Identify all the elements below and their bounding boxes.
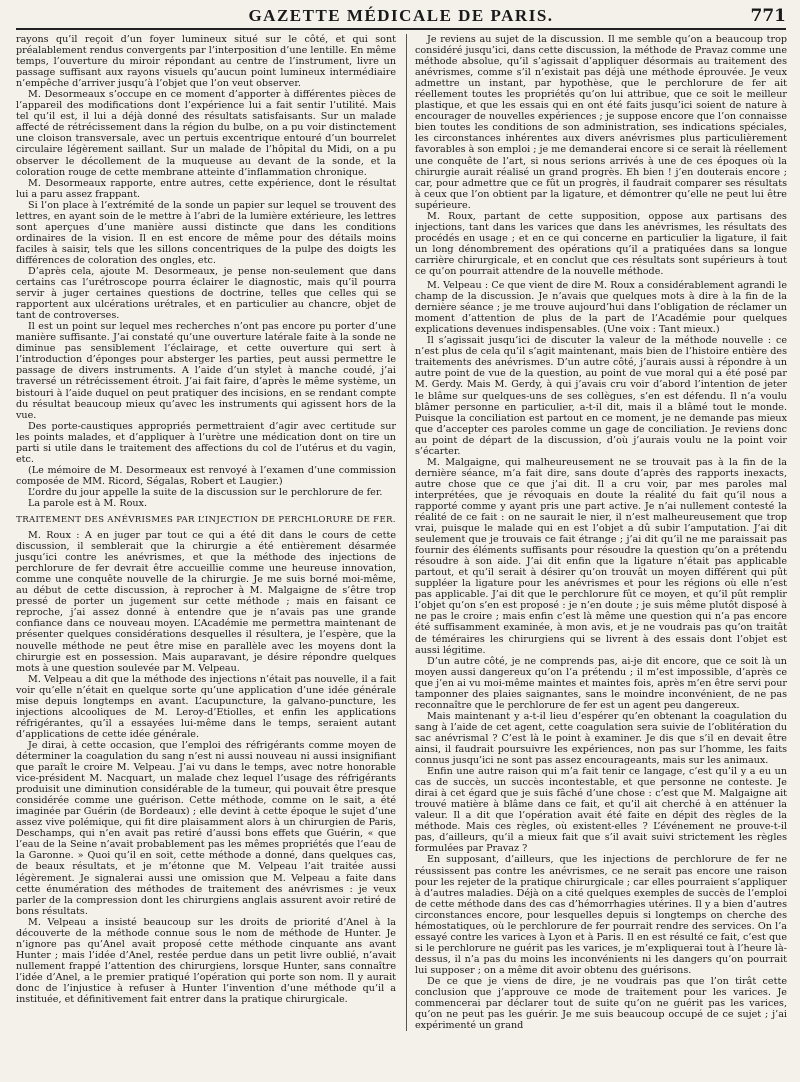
paragraph: (Le mémoire de M. Desormeaux est renvoyé à l’examen d’une commission composée de MM. Ricord, Ségalas, Robert et Laugier.)	[16, 464, 396, 487]
right-column	[406, 34, 787, 1031]
paragraph: M. Velpeau : Ce que vient de dire M. Roux a considérablement agrandi le champ de la discussion. Je n’avais que quelques mots à dire à la fin de la dernière séance ; je me trouve aujourd’hui dans l’obligation de réclamer un moment d’attention de plus de la part de l’Académie pour quelques explications devenues indispensables. (Une voix : Tant mieux.)	[415, 280, 787, 336]
paragraph: M. Roux, partant de cette supposition, oppose aux partisans des injections, tant dans les varices que dans les anévrismes, les résultats des procédés en usage ; et en ce qui concerne en particulier la ligature, il fait un long dénombrement des opérations qu’il a pratiquées dans sa longue carrière chirurgicale, et en conclut que ces résultats sont supérieurs à tout ce qu’on pourrait attendre de la nouvelle méthode.	[415, 210, 787, 277]
paragraph: D’un autre côté, je ne comprends pas, ai-je dit encore, que ce soit là un moyen aussi dangereux qu’on l’a prétendu ; il m’est impossible, d’après ce que j’en ai vu moi-même maintes et maintes fois, après m’en être servi pour tamponner des plaies saignantes, sans le moindre inconvénient, de ne pas reconnaître que le perchlorure de fer est un agent peu dangereux.	[415, 655, 787, 711]
paragraph: D’après cela, ajoute M. Desormeaux, je pense non-seulement que dans certains cas l’urétroscope pourra éclairer le diagnostic, mais qu’il pourra servir à juger certaines questions de doctrine, telles que celles qui se rapportent aux ulcérations urétrales, et en particulier au chancre, objet de tant de controverses.	[16, 265, 396, 322]
paragraph: Enfin une autre raison qui m’a fait tenir ce langage, c’est qu’il y a eu un cas de succès, un succès incontestable, et que personne ne conteste. Je dirai à cet égard que je suis fâché d’une chose : c’est que M. Malgaigne ait trouvé matière à blâme dans ce fait, et qu’il ait cherché à en atténuer la valeur. Il a dit que l’opération avait été faite en dépit des règles de la méthode. Mais ces règles, où existent-elles ? L’événement ne prouve-t-il pas, d’ailleurs, qu’il a mieux fait que s’il avait suivi strictement les règles formulées par Pravaz ?	[415, 766, 787, 855]
paragraph: M. Malgaigne, qui malheureusement ne se trouvait pas à la fin de la dernière séance, m’a fait dire, sans doute d’après des rapports inexacts, autre chose que ce que j’ai dit. Il a cru voir, par mes paroles mal interprétées, que je révoquais en doute la réalité du fait qu’il nous a rapporté comme y ayant pris une part active. Je n’ai nullement contesté la réalité de ce fait : on ne saurait le nier, il n’est malheureusement que trop vrai, puisque le malade qui en est l’objet a dû subir l’amputation. J’ai dit seulement que je trouvais ce fait étrange ; j’ai dit qu’il ne me paraissait pas fournir des éléments suffisants pour résoudre la question qu’on a prétendu résoudre à son aide. J’ai dit enfin que la ligature n’était pas applicable partout, et qu’il serait à désirer qu’on trouvât un moyen différent qui pût suppléer la ligature pour les anévrismes et pour les régions où elle n’est pas applicable. J’ai dit que le perchlorure fût ce moyen, et qu’il pût remplir l’objet qu’on s’en est proposé : je n’en doute ; je suis même plutôt disposé à ne pas le croire ; mais enfin c’est là même une question qui n’a pas encore été suffisamment examinée, à mon avis, et je ne voudrais pas qu’on traitât de téméraires les chirurgiens qui se livrent à des essais dont l’objet est aussi légitime.	[415, 456, 787, 656]
paragraph: Je dirai, à cette occasion, que l’emploi des réfrigérants comme moyen de déterminer la coagulation du sang n’est ni aussi nouveau ni aussi insignifiant que paraît le croire M. Velpeau. J’ai vu dans le temps, avec notre honorable vice-président M. Nacquart, un malade chez lequel l’usage des réfrigérants produisit une diminution considérable de la tumeur, qui pouvait être presque considérée comme une guérison. Cette méthode, comme on le sait, a été imaginée par Guérin (de Bordeaux) ; elle devint à cette époque le sujet d’une assez vive polémique, qui fit dire plaisamment alors à un chirurgien de Paris, Deschamps, qui n’en avait pas retiré d’aussi bons effets que Guérin, « que l’eau de la Seine n’avait probablement pas les mêmes propriétés que l’eau de la Garonne. » Quoi qu’il en soit, cette méthode a donné, dans quelques cas, de beaux résultats, et je m’étonne que M. Velpeau l’ait traitée aussi légèrement. Je signalerai aussi une omission que M. Velpeau a faite dans cette énumération des méthodes de traitement des anévrismes : je veux parler de la compression dont les chirurgiens anglais assurent avoir retiré de bons résultats.	[16, 739, 396, 917]
paragraph: M. Velpeau a dit que la méthode des injections n’était pas nouvelle, il a fait voir qu’elle n’était en quelque sorte qu’une application d’une idée générale mise depuis longtemps en avant. L’acupuncture, la galvano-puncture, les injections alcooliques de M. Leroy-d’Etiolles, et enfin les applications réfrigérantes, qu’il a essayées lui-même dans le temps, seraient autant d’applications de cette idée générale.	[16, 673, 396, 740]
journal-title: GAZETTE MÉDICALE DE PARIS.	[248, 6, 554, 25]
page-number: 771	[750, 6, 786, 26]
paragraph: De ce que je viens de dire, je ne voudrais pas que l’on tirât cette conclusion que j’approuve ce mode de traitement pour les varices. Je commencerai par déclarer tout de suite qu’on ne guérit pas les varices, qu’on ne peut pas les guérir. Je me suis beaucoup occupé de ce sujet ; j’ai expérimenté un grand	[415, 975, 787, 1032]
page-header	[16, 6, 786, 30]
paragraph: Il est un point sur lequel mes recherches n’ont pas encore pu porter d’une manière suffisante. J’ai constaté qu’une ouverture latérale faite à la sonde ne diminue pas sensiblement l’éclairage, et cette ouverture qui sert à l’introduction d’éponges pour absterger les parties, peut aussi permettre le passage de divers instruments. A l’aide d’un stylet à manche coudé, j’ai traversé un rétrécissement étroit. J’ai fait faire, d’après le même système, un bistouri à l’aide duquel on peut pratiquer des incisions, en se rendant compte du résultat beaucoup mieux qu’avec les instruments qui agissent hors de la vue.	[16, 321, 396, 421]
paragraph: M. Velpeau a insisté beaucoup sur les droits de priorité d’Anel à la découverte de la méthode connue sous le nom de méthode de Hunter. Je n’ignore pas qu’Anel avait proposé cette méthode cinquante ans avant Hunter ; mais l’idée d’Anel, restée perdue dans un petit livre oublié, n’avait nullement frappé l’attention des chirurgiens, lorsque Hunter, sans connaître l’idée d’Anel, a le premier pratiqué l’opération qui porte son nom. Il y aurait donc de l’injustice à refuser à Hunter l’invention d’une méthode qu’il a instituée, et définitivement fait entrer dans la pratique chirurgicale.	[16, 916, 396, 1006]
paragraph: M. Desormeaux rapporte, entre autres, cette expérience, dont le résultat lui a paru assez frappant.	[16, 177, 396, 200]
paragraph: M. Roux : A en juger par tout ce qui a été dit dans le cours de cette discussion, il semblerait que la chirurgie a été entièrement désarmée jusqu’ici contre les anévrismes, et que la méthode des injections de perchlorure de fer devrait être accueillie comme une heureuse innovation, comme une conquête nouvelle de la chirurgie. Je me suis borné moi-même, au début de cette discussion, à reprocher à M. Malgaigne de s’être trop pressé de porter un jugement sur cette méthode ; mais en faisant ce reproche, j’ai assez donné à entendre que je n’avais pas une grande confiance dans ce nouveau moyen. L’Académie me permettra maintenant de présenter quelques considérations desquelles il résultera, je l’espère, que la nouvelle méthode ne peut être mise en parallèle avec les moyens dont la chirurgie est en possession. Mais auparavant, je désire répondre quelques mots à une question soulevée par M. Velpeau.	[16, 530, 396, 674]
paragraph: rayons qu’il reçoit d’un foyer lumineux situé sur le côté, et qui sont préalablement rendus convergents par l’interposition d’une lentille. En même temps, l’ouverture du miroir répondant au centre de l’instrument, livre un passage suffisant aux rayons visuels qu’aucun point lumineux intermédiaire n’empêche d’arriver jusqu’à l’objet que l’on veut observer.	[16, 34, 396, 90]
paragraph: Il s’agissait jusqu’ici de discuter la valeur de la méthode nouvelle : ce n’est plus de cela qu’il s’agit maintenant, mais bien de l’histoire entière des traitements des anévrismes. D’un autre côté, j’aurais aussi à répondre à un autre point de vue de la question, au point de vue moral qui a été posé par M. Gerdy. Mais M. Gerdy, à qui j’avais cru voir d’abord l’intention de jeter le blâme sur quelques-uns de ses collègues, s’en est défendu. Il n’a voulu blâmer personne en particulier, a-t-il dit, mais il a blâmé tout le monde. Puisque la conciliation est partout en ce moment, je ne demande pas mieux que d’accepter ces paroles comme un gage de conciliation. Je reviens donc au point de départ de la discussion, d’où j’aurais voulu ne la point voir s’écarter.	[415, 335, 787, 457]
paragraph: M. Desormeaux s’occupe en ce moment d’apporter à différentes pièces de l’appareil des modifications dont l’expérience lui a fait sentir l’utilité. Mais tel qu’il est, il lui a déjà donné des résultats satisfaisants. Sur un malade affecté de rétrécissement dans la région du bulbe, on a pu voir distinctement une cloison transversale, avec un pertuis excentrique entouré d’un bourrelet circulaire légèrement saillant. Sur un malade de l’hôpital du Midi, on a pu observer le décollement de la muqueuse au devant de la sonde, et la coloration rouge de cette membrane atteinte d’inflammation chronique.	[16, 89, 396, 178]
text-columns	[16, 34, 786, 1031]
paragraph: Si l’on place à l’extrémité de la sonde un papier sur lequel se trouvent des lettres, en ayant soin de le mettre à l’abri de la lumière extérieure, les lettres sont aperçues d’une manière aussi distincte que dans les conditions ordinaires de la vision. Il en est encore de même pour des détails moins faciles à saisir, tels que les sillons concentriques de la pulpe des doigts les différences de coloration des ongles, etc.	[16, 199, 396, 266]
paragraph: Des porte-caustiques appropriés permettraient d’agir avec certitude sur les points malades, et d’appliquer à l’urètre une médication dont on tire un parti si utile dans le traitement des affections du col de l’utérus et du vagin, etc.	[16, 420, 396, 465]
paragraph: Je reviens au sujet de la discussion. Il me semble qu’on a beaucoup trop considéré jusqu’ici, dans cette discussion, la méthode de Pravaz comme une méthode absolue, qu’il s’agissait d’appliquer désormais au traitement des anévrismes, comme s’il n’existait pas déjà une méthode éprouvée. Je veux admettre un instant, par hypothèse, que le perchlorure de fer ait réellement toutes les propriétés qu’on lui attribue, que ce soit le meilleur plastique, et que les essais qui en ont été faits jusqu’ici soient de nature à encourager de nouvelles expériences ; je suppose encore que l’on connaisse bien toutes les conditions de son administration, ses indications spéciales, les circonstances inhérentes aux divers anévrismes plus particulièrement favorables à son emploi ; je me demanderai encore si ce serait là réellement une conquête de l’art, si nous serions arrivés à une de ces époques où la chirurgie aurait réalisé un grand progrès. Eh bien ! j’en douterais encore ; car, pour admettre que ce fût un progrès, il faudrait comparer ses résultats à ceux que l’on obtient par la ligature, et démontrer qu’elle ne peut lui être supérieure.	[415, 34, 787, 211]
paragraph: L’ordre du jour appelle la suite de la discussion sur le perchlorure de fer.	[28, 486, 383, 498]
left-column	[16, 34, 396, 1031]
paragraph: En supposant, d’ailleurs, que les injections de perchlorure de fer ne réussissent pas contre les anévrismes, ce ne serait pas encore une raison pour les rejeter de la pratique chirurgicale ; car elles pourraient s’appliquer à d’autres maladies. Déjà on a cité quelques exemples de succès de l’emploi de cette méthode dans des cas d’hémorrhagies utérines. Il y a bien d’autres circonstances encore, pour lesquelles depuis si longtemps on cherche des hémostatiques, où le perchlorure de fer pourrait rendre des services. On l’a essayé contre les varices à Lyon et à Paris. Il en est résulté ce fait, c’est que si le perchlorure ne guérit pas les varices, je m’expliquerai tout à l’heure là-dessus, il n’a pas du moins les inconvénients ni les dangers qu’on pourrait lui supposer ; on a même dit avoir obtenu des guérisons.	[415, 854, 787, 976]
section-title: TRAITEMENT DES ANÉVRISMES PAR L’INJECTION DE PERCHLORURE DE FER.	[16, 515, 396, 526]
paragraph: Mais maintenant y a-t-il lieu d’espérer qu’en obtenant la coagulation du sang à l’aide de cet agent, cette coagulation sera suivie de l’oblitération du sac anévrismal ? C’est là le point à examiner. Je dis que s’il en devait être ainsi, il faudrait poursuivre les expériences, non pas sur l’homme, les faits connus jusqu’ici ne sont pas assez encourageants, mais sur les animaux.	[415, 710, 787, 767]
paragraph: La parole est à M. Roux.	[28, 497, 147, 509]
